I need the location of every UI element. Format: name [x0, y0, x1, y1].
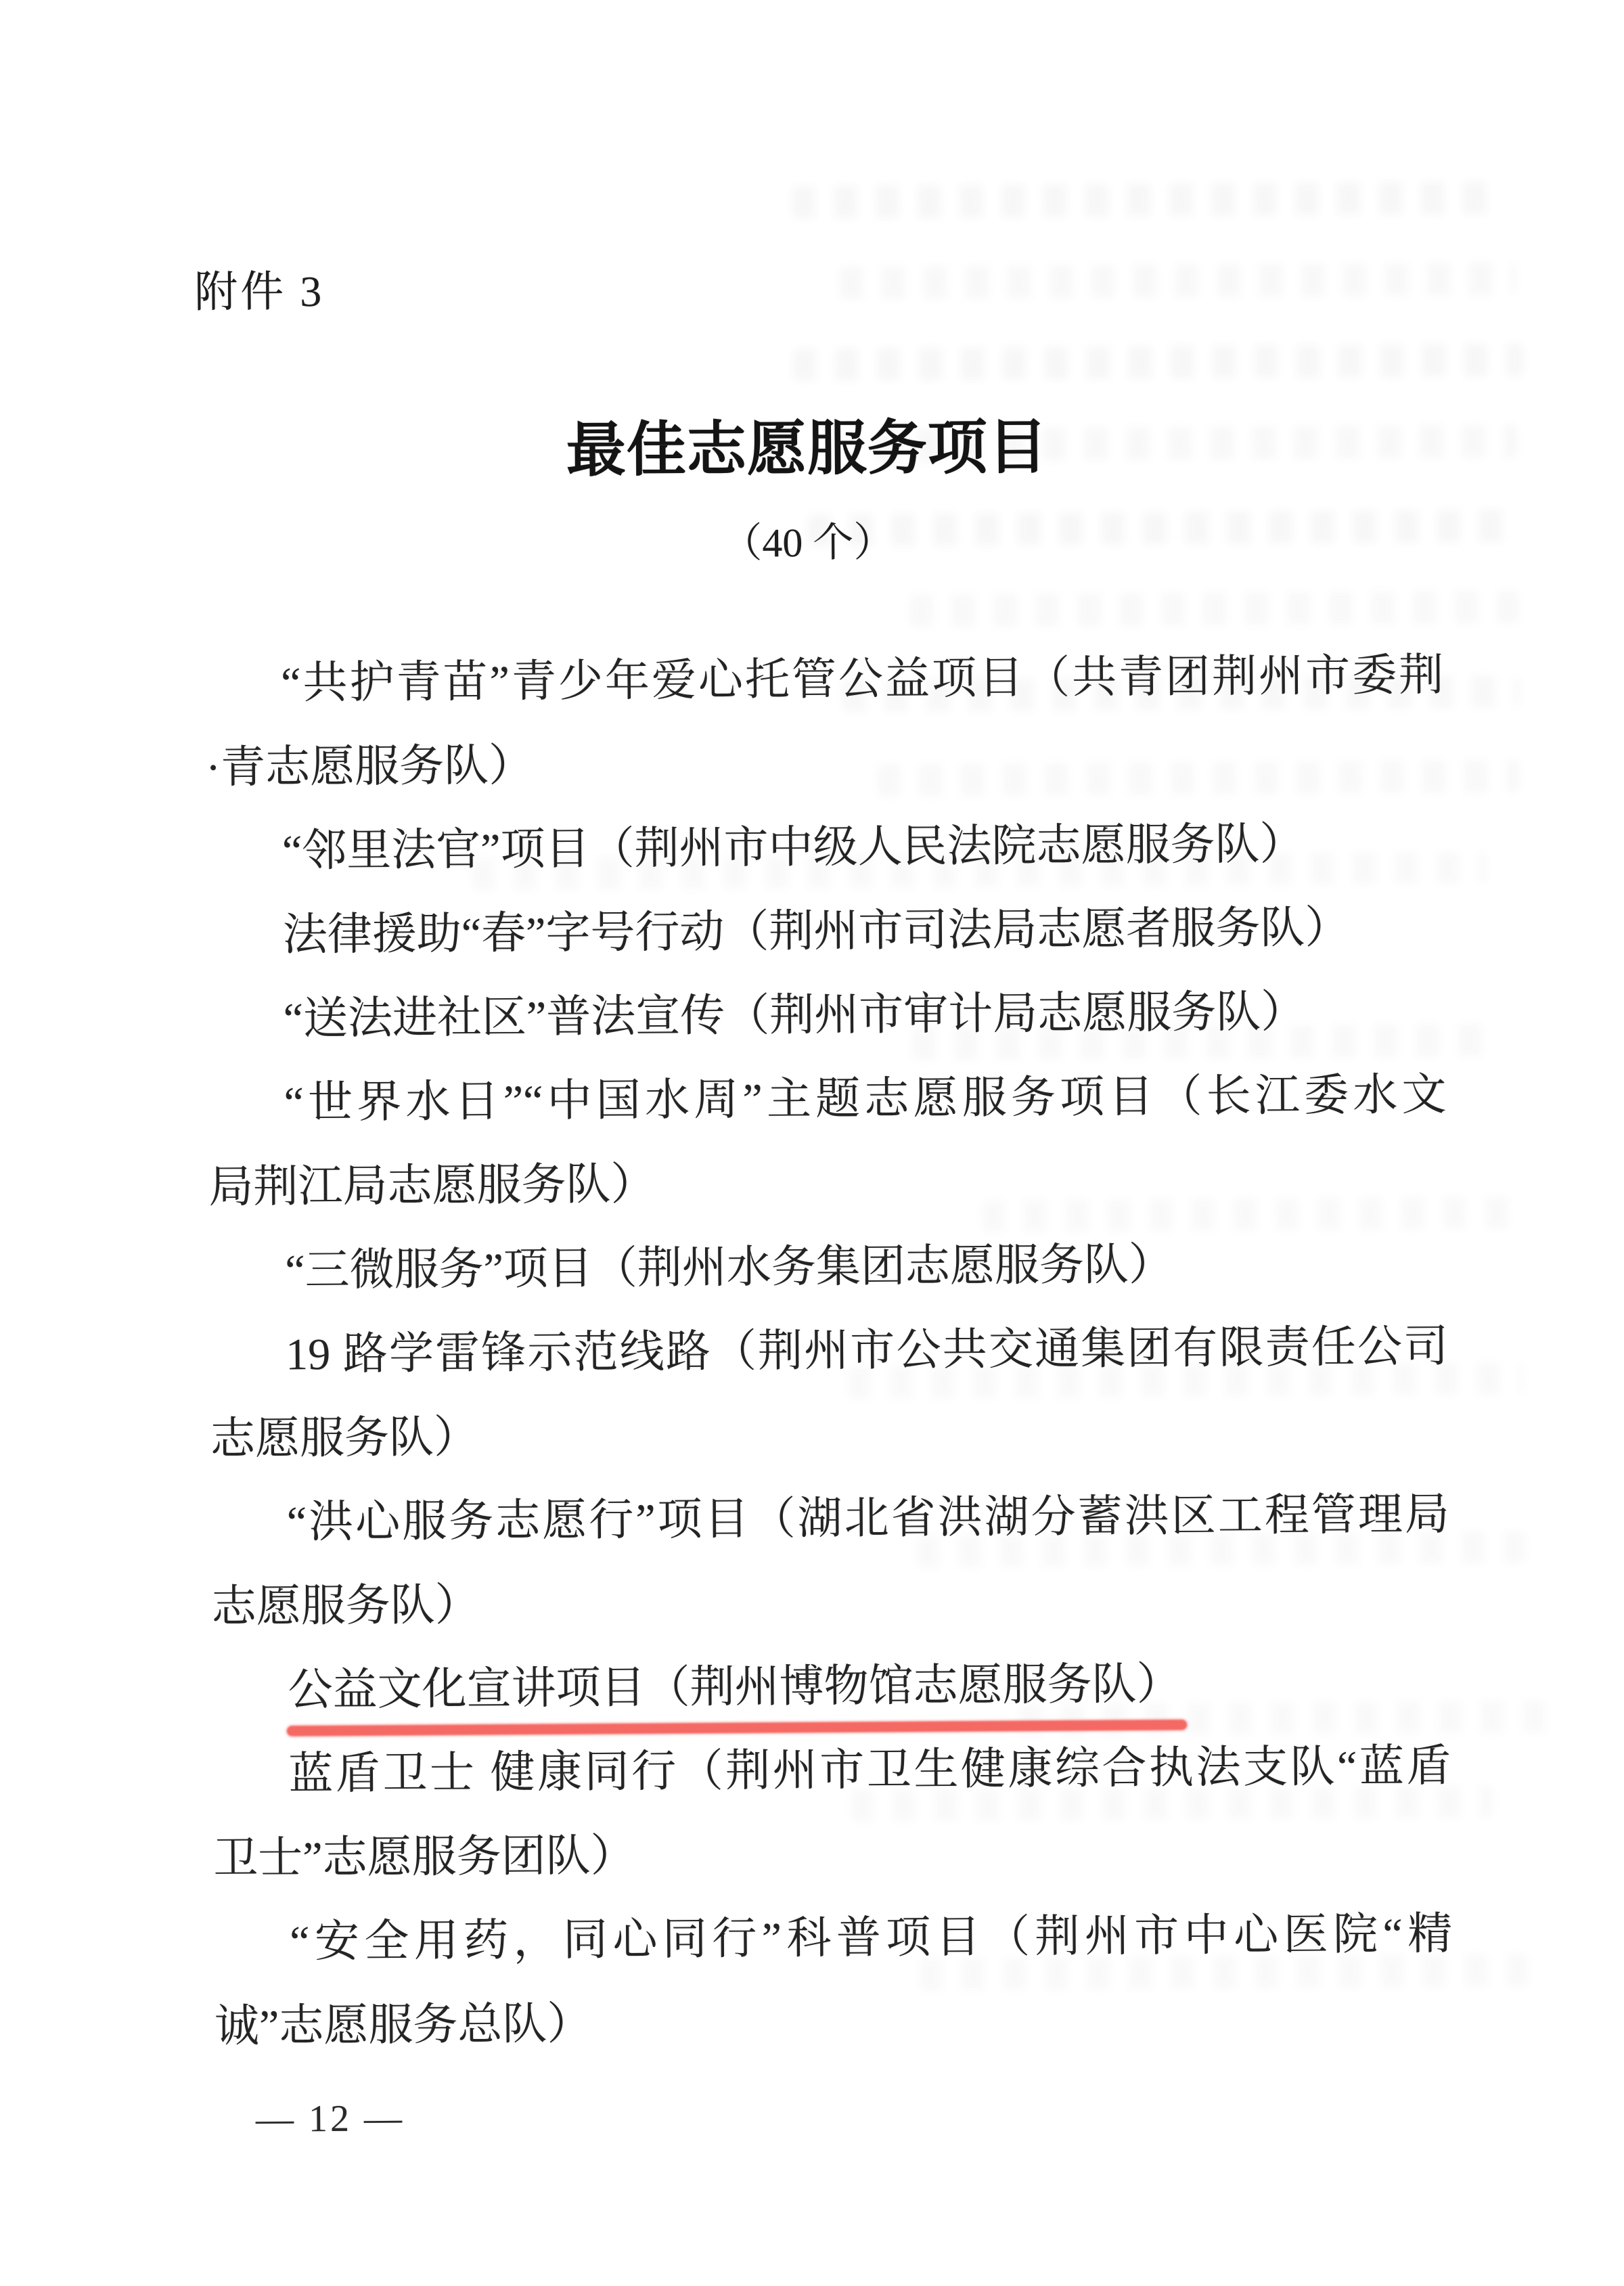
document-line: [210, 1473, 1449, 1565]
document-line: [205, 633, 1444, 726]
document-line: [206, 801, 1445, 894]
line-text: 蓝盾卫士 健康同行（荆州市卫生健康综合执法支队“蓝盾: [288, 1741, 1451, 1799]
line-text: 19 路学雷锋示范线路（荆州市公共交通集团有限责任公司: [285, 1322, 1449, 1380]
bleed-through-smudge: [840, 263, 1516, 300]
document-line: [206, 717, 1445, 810]
line-text: 局荆江局志愿服务队）: [208, 1159, 656, 1213]
body-text: [205, 633, 1453, 2069]
line-text: “世界水日”“中国水周”主题志愿服务项目（长江委水文: [284, 1070, 1447, 1128]
line-text: “安全用药，同心同行”科普项目（荆州市中心医院“精: [289, 1909, 1453, 1967]
line-text: ·青志愿服务队）: [205, 740, 534, 793]
line-text: “邻里法官”项目（荆州市中级人民法院志愿服务队）: [281, 819, 1305, 876]
document-line: [208, 1137, 1447, 1230]
document-line: [212, 1724, 1451, 1817]
bleed-through-smudge: [793, 344, 1524, 382]
document-line: [206, 885, 1445, 978]
document-line: [209, 1221, 1448, 1314]
page-title: 最佳志愿服务项目: [566, 413, 1049, 484]
document-line: [210, 1305, 1449, 1397]
line-text: 卫士”志愿服务团队）: [213, 1831, 635, 1884]
document-line: [207, 969, 1446, 1062]
document-line: [210, 1389, 1449, 1481]
document-line: [211, 1556, 1450, 1649]
line-text: 公益文化宣讲项目（荆州博物馆志愿服务队）: [288, 1659, 1181, 1716]
highlighted-line: [212, 1640, 1451, 1733]
line-text: 法律援助“春”字号行动（荆州市司法局志愿者服务队）: [282, 903, 1350, 960]
document-line: [214, 1892, 1453, 1985]
line-text: “三微服务”项目（荆州水务集团志愿服务队）: [285, 1240, 1174, 1296]
page-number: — 12 —: [255, 2097, 405, 2141]
line-text: 诚”志愿服务总队）: [214, 1999, 592, 2052]
line-text: “共护青苗”青少年爱心托管公益项目（共青团荆州市委荆: [280, 650, 1444, 709]
document-line: [213, 1808, 1452, 1901]
line-text: “送法进社区”普法宣传（荆州市审计局志愿服务队）: [283, 987, 1306, 1044]
line-text: “洪心服务志愿行”项目（湖北省洪湖分蓄洪区工程管理局: [286, 1489, 1450, 1548]
bleed-through-smudge: [909, 591, 1518, 627]
attachment-label: 附件 3: [194, 267, 325, 317]
document-line: [215, 1976, 1453, 2069]
line-text: 志愿服务队）: [211, 1580, 480, 1632]
document-line: [208, 1053, 1447, 1146]
line-text: 志愿服务队）: [210, 1412, 479, 1464]
bleed-through-smudge: [792, 181, 1502, 219]
page-subtitle: （40 个）: [721, 520, 895, 566]
